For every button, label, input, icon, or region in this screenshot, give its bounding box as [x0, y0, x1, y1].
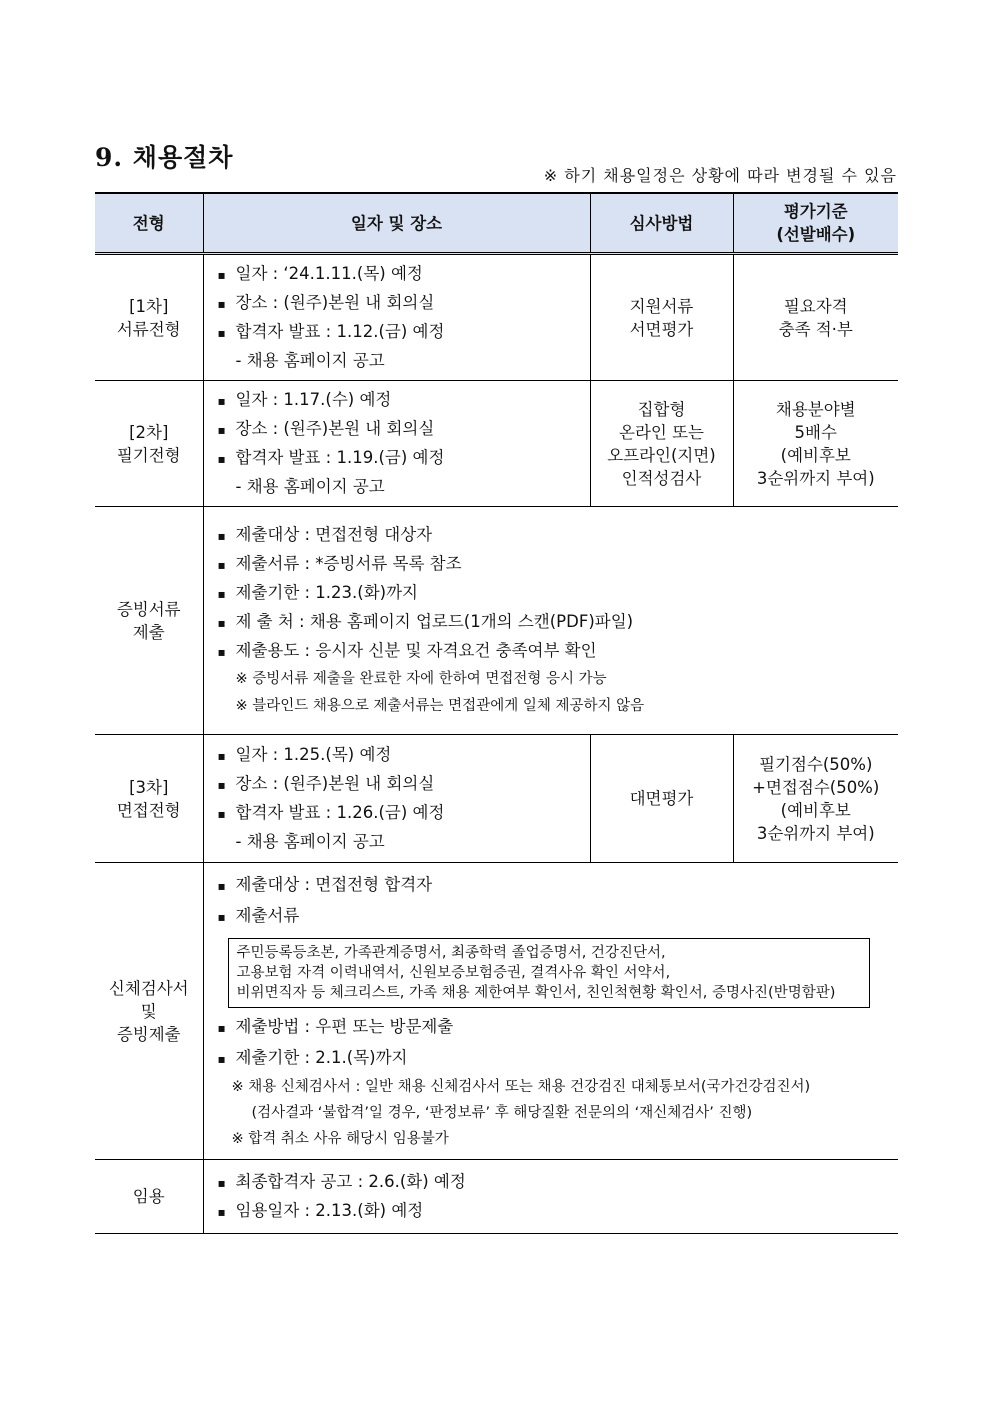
stage-label: 서류전형: [116, 319, 181, 339]
note-text: ※ 블라인드 채용으로 제출서류는 면접관에게 일체 제공하지 않음: [235, 698, 645, 714]
list-item: ▪ 합격자 발표 : 1.19.(금) 예정: [218, 444, 590, 473]
list-item: ▪ 일자 : ‘24.1.11.(목) 예정: [218, 260, 590, 289]
header-stage: 전형: [95, 193, 203, 254]
list-item: ▪ 제출대상 : 면접전형 합격자: [218, 870, 899, 901]
stage-label: 및: [140, 1001, 157, 1021]
method-text: 대면평가: [629, 789, 694, 808]
table-row: [95, 735, 898, 863]
list-item: ▪ 일자 : 1.25.(목) 예정: [218, 741, 590, 770]
schedule-cell: [203, 381, 590, 507]
stage-cell: [95, 254, 203, 381]
header-criteria-line2: (선발배수): [776, 225, 856, 244]
stage-cell: [95, 381, 203, 507]
list-item: ▪ 제출방법 : 우편 또는 방문제출: [218, 1012, 899, 1043]
criteria-text: 필요자격: [783, 296, 848, 316]
list-item: ▪ 임용일자 : 2.13.(화) 예정: [218, 1197, 899, 1226]
stage-cell: [95, 863, 203, 1160]
stage-label: 면접전형: [116, 800, 181, 820]
list-subitem: - 채용 홈페이지 공고: [235, 351, 385, 370]
method-cell: [590, 381, 733, 507]
header-criteria: [733, 193, 898, 254]
criteria-text: 필기점수(50%): [759, 754, 873, 774]
criteria-text: 5배수: [794, 422, 837, 442]
header-method: 심사방법: [590, 193, 733, 254]
list-item: ▪ 장소 : (원주)본원 내 회의실: [218, 415, 590, 444]
stage-cell: [95, 507, 203, 735]
stage-label: [2차]: [129, 422, 169, 442]
stage-label: 신체검사서: [108, 978, 189, 998]
method-text: 지원서류: [629, 296, 694, 316]
note-text: ※ 합격 취소 사유 해당시 임용불가: [231, 1131, 449, 1147]
table-row: [95, 1160, 898, 1234]
list-item: ▪ 합격자 발표 : 1.26.(금) 예정: [218, 799, 590, 828]
table-row: [95, 381, 898, 507]
documents-line: 고용보험 자격 이력내역서, 신원보증보험증권, 결격사유 확인 서약서,: [236, 965, 671, 981]
stage-label: 임용: [132, 1187, 165, 1206]
criteria-cell: [733, 735, 898, 863]
criteria-text: 충족 적·부: [778, 319, 853, 339]
schedule-cell: [203, 254, 590, 381]
method-text: 서면평가: [629, 319, 694, 339]
method-text: 오프라인(지면): [607, 445, 716, 465]
note-text: (검사결과 ‘불합격’일 경우, ‘판정보류’ 후 해당질환 전문의의 ‘재신체검사’ 진행): [251, 1105, 753, 1121]
documents-line: 비위면직자 등 체크리스트, 가족 채용 제한여부 확인서, 친인척현황 확인서, 증명사진(반명함판): [236, 985, 836, 1001]
stage-label: [3차]: [129, 777, 169, 797]
list-item: ▪ 제출서류 : *증빙서류 목록 참조: [218, 550, 899, 579]
method-cell: [590, 735, 733, 863]
criteria-text: 3순위까지 부여): [756, 823, 875, 843]
stage-cell: [95, 735, 203, 863]
list-item: ▪ 일자 : 1.17.(수) 예정: [218, 386, 590, 415]
list-item: ▪ 제출대상 : 면접전형 대상자: [218, 521, 899, 550]
stage-cell: [95, 1160, 203, 1234]
stage-label: 제출: [132, 622, 165, 642]
method-cell: [590, 254, 733, 381]
criteria-cell: [733, 381, 898, 507]
criteria-text: +면접점수(50%): [752, 777, 880, 797]
header-date-place: 일자 및 장소: [203, 193, 590, 254]
schedule-cell: [203, 1160, 898, 1234]
note-text: ※ 증빙서류 제출을 완료한 자에 한하여 면접전형 응시 가능: [235, 671, 607, 687]
table-header-row: [95, 193, 898, 254]
header-criteria-line1: 평가기준: [783, 202, 848, 221]
method-text: 인적성검사: [621, 468, 702, 488]
table-row: [95, 863, 898, 1160]
table-row: [95, 254, 898, 381]
stage-label: 증빙서류: [116, 599, 181, 619]
schedule-cell: [203, 507, 898, 735]
criteria-text: (예비후보: [780, 800, 851, 820]
criteria-text: 3순위까지 부여): [756, 468, 875, 488]
section-title: 9. 채용절차: [95, 143, 234, 172]
list-item: ▪ 제 출 처 : 채용 홈페이지 업로드(1개의 스캔(PDF)파일): [218, 608, 899, 637]
criteria-text: (예비후보: [780, 445, 851, 465]
criteria-text: 채용분야별: [775, 399, 856, 419]
schedule-cell: [203, 735, 590, 863]
schedule-cell: [203, 863, 898, 1160]
documents-box: [228, 938, 871, 1008]
list-subitem: - 채용 홈페이지 공고: [235, 477, 385, 496]
list-item: ▪ 제출기한 : 2.1.(목)까지: [218, 1043, 899, 1074]
stage-label: 필기전형: [116, 445, 181, 465]
note-text: ※ 채용 신체검사서 : 일반 채용 신체검사서 또는 채용 건강검진 대체통보서(국가건강검진서): [231, 1079, 811, 1095]
list-item: ▪ 제출기한 : 1.23.(화)까지: [218, 579, 899, 608]
list-item: ▪ 최종합격자 공고 : 2.6.(화) 예정: [218, 1168, 899, 1197]
table-row: [95, 507, 898, 735]
list-item: ▪ 제출용도 : 응시자 신분 및 자격요건 충족여부 확인: [218, 637, 899, 666]
recruitment-procedure-table: [95, 192, 898, 1234]
criteria-cell: [733, 254, 898, 381]
schedule-note: ※ 하기 채용일정은 상황에 따라 변경될 수 있음: [543, 166, 897, 185]
method-text: 집합형: [637, 399, 686, 419]
method-text: 온라인 또는: [619, 422, 704, 442]
stage-label: 증빙제출: [116, 1024, 181, 1044]
stage-label: [1차]: [129, 296, 169, 316]
list-item: ▪ 제출서류: [218, 901, 899, 932]
list-subitem: - 채용 홈페이지 공고: [235, 832, 385, 851]
list-item: ▪ 장소 : (원주)본원 내 회의실: [218, 289, 590, 318]
list-item: ▪ 합격자 발표 : 1.12.(금) 예정: [218, 318, 590, 347]
list-item: ▪ 장소 : (원주)본원 내 회의실: [218, 770, 590, 799]
documents-line: 주민등록등초본, 가족관계증명서, 최종학력 졸업증명서, 건강진단서,: [236, 945, 666, 961]
